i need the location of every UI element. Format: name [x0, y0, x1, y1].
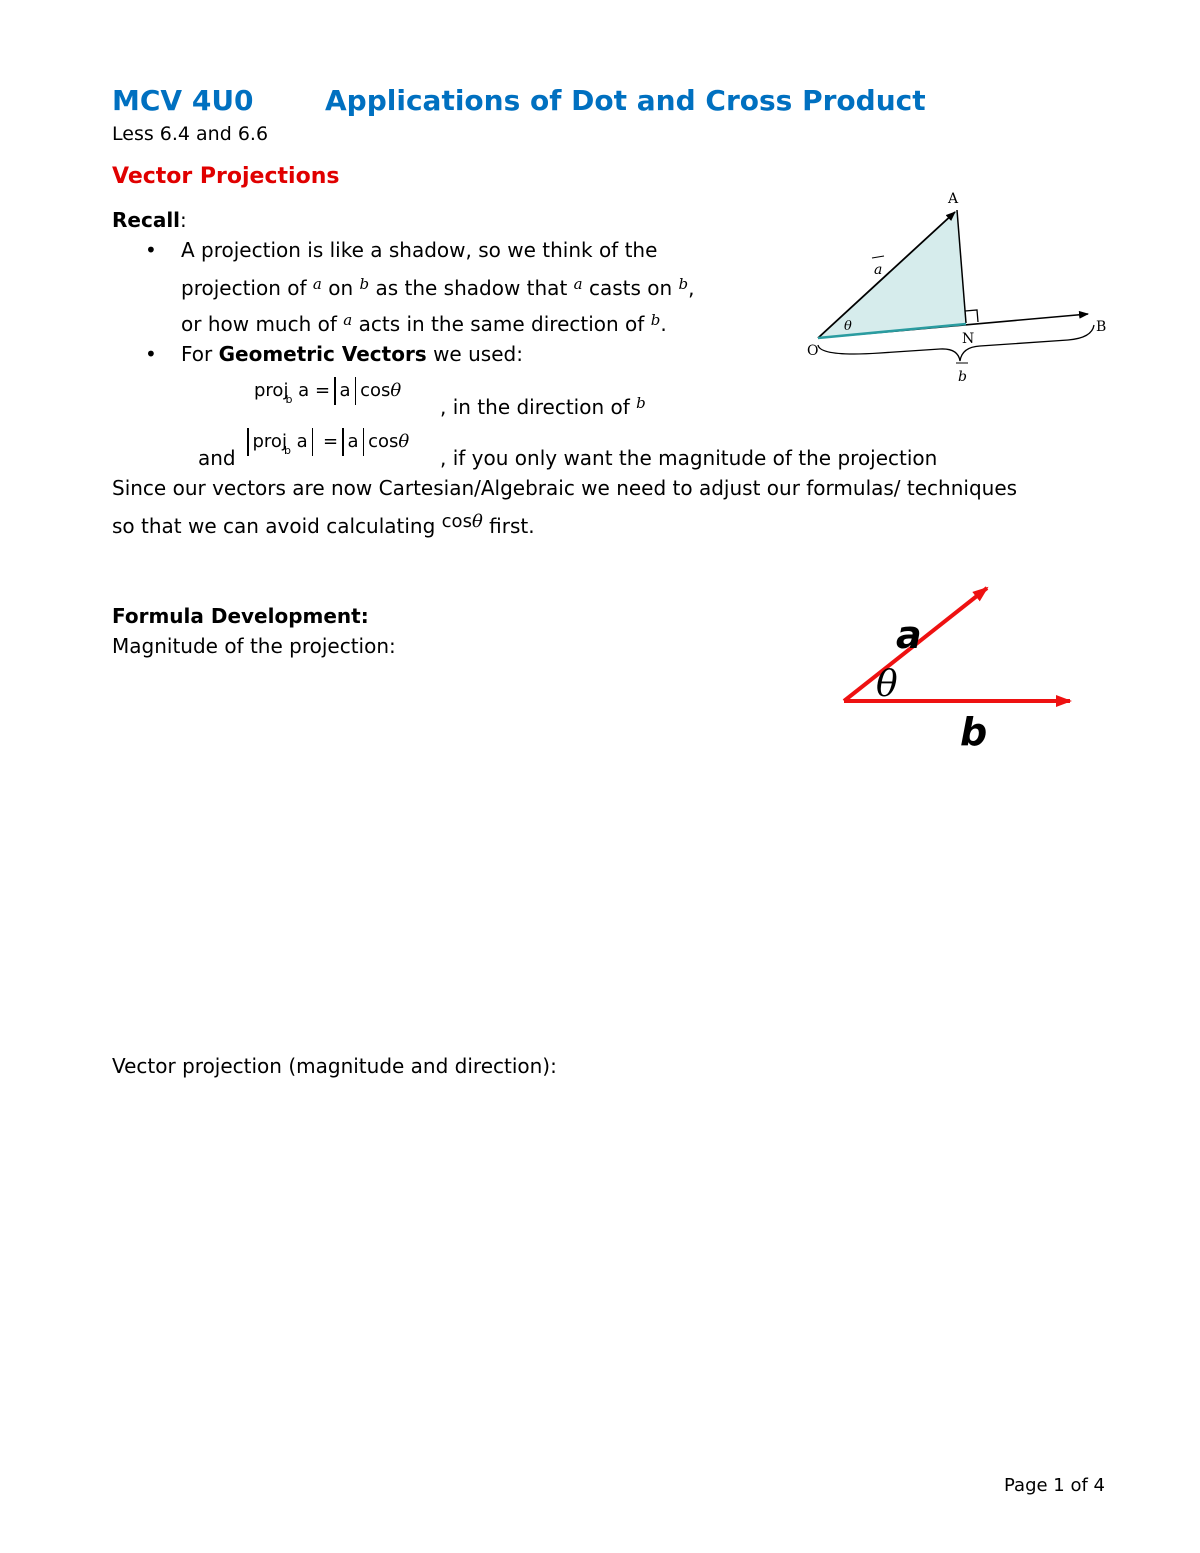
abs-bar	[363, 428, 365, 456]
var-a: a	[573, 275, 583, 293]
text-span: =	[314, 380, 331, 401]
var-b: b	[678, 275, 689, 293]
text-span: on	[328, 276, 354, 300]
text-span: cos	[441, 511, 472, 532]
label-N: N	[962, 331, 975, 347]
var-b: b	[650, 311, 661, 329]
formula-proj-direction	[254, 377, 401, 405]
text-span: proj	[252, 431, 287, 452]
text-span: proj	[254, 380, 289, 401]
magnitude-label: Magnitude of the projection:	[112, 634, 396, 658]
bullet2-line	[181, 342, 523, 366]
var-a: a	[343, 311, 353, 329]
label-b: b	[958, 369, 967, 385]
page-number: Page 1 of 4	[1004, 1475, 1105, 1496]
text-span: ,	[688, 276, 695, 300]
page-title: Applications of Dot and Cross Product	[325, 84, 926, 117]
theta-symbol: θ	[390, 380, 402, 401]
bullet1-line3	[181, 312, 667, 338]
abs-bar	[312, 428, 314, 456]
formula1-trail	[440, 395, 646, 421]
var-b: b	[636, 394, 646, 412]
text-span: a	[347, 431, 359, 452]
section-heading-vector-projections: Vector Projections	[112, 164, 340, 189]
abs-bar	[334, 377, 336, 405]
var-b: b	[359, 275, 370, 293]
label-b: b	[960, 710, 988, 754]
theta-symbol: θ	[398, 431, 410, 452]
vector-projection-label: Vector projection (magnitude and direction):	[112, 1054, 557, 1078]
text-span: a	[296, 431, 308, 452]
text-span: b	[285, 393, 293, 406]
since-line-2	[112, 511, 535, 540]
formula2-and: and	[198, 446, 236, 470]
text-span: For	[181, 342, 213, 366]
right-angle-mark	[965, 310, 978, 322]
course-code: MCV 4U0	[112, 84, 254, 117]
label-B: B	[1096, 319, 1107, 335]
text-span: or how much of	[181, 312, 337, 336]
bullet-dot-1: •	[145, 238, 157, 262]
text-span: .	[660, 312, 667, 336]
bullet1-line1: A projection is like a shadow, so we think of the	[181, 238, 658, 262]
lesson-subtitle: Less 6.4 and 6.6	[112, 123, 269, 145]
text-span: as the shadow that	[375, 276, 568, 300]
projection-diagram	[800, 185, 1120, 395]
formula2-trail: , if you only want the magnitude of the projection	[440, 446, 938, 470]
text-span: a	[339, 380, 351, 401]
label-theta: θ	[844, 319, 852, 334]
abs-bar	[247, 428, 249, 456]
text-span: cos	[360, 380, 391, 401]
text-span: b	[283, 444, 291, 457]
recall-colon: :	[180, 208, 187, 232]
var-a: a	[312, 275, 322, 293]
text-span: we used:	[433, 342, 523, 366]
text-span: casts on	[588, 276, 673, 300]
text-span: cos	[368, 431, 399, 452]
text-span: a	[298, 380, 310, 401]
text-span: first.	[489, 514, 535, 538]
geometric-vectors-bold: Geometric Vectors	[218, 342, 427, 366]
label-a: a	[874, 262, 883, 278]
text-span: , in the direction of	[440, 395, 630, 419]
formula-proj-magnitude	[243, 428, 409, 456]
since-line-1: Since our vectors are now Cartesian/Algebraic we need to adjust our formulas/ techniques	[112, 476, 1018, 500]
recall-label	[112, 208, 187, 232]
abs-bar	[342, 428, 344, 456]
cos-theta-inline	[442, 511, 483, 532]
vectors-angle-diagram	[830, 575, 1090, 760]
text-span: acts in the same direction of	[358, 312, 645, 336]
label-theta: θ	[876, 664, 898, 705]
theta-symbol: θ	[471, 511, 483, 532]
label-A: A	[948, 191, 959, 207]
label-a: a	[896, 613, 922, 657]
label-O: O	[807, 343, 819, 359]
bullet-dot-2: •	[145, 342, 157, 366]
a-overbar	[872, 256, 884, 258]
abs-bar	[355, 377, 357, 405]
recall-word: Recall	[112, 208, 181, 232]
formula-dev-heading: Formula Development:	[112, 604, 369, 628]
text-span: so that we can avoid calculating	[112, 514, 436, 538]
text-span: projection of	[181, 276, 307, 300]
text-span: =	[322, 431, 339, 452]
bullet1-line2	[181, 276, 694, 302]
